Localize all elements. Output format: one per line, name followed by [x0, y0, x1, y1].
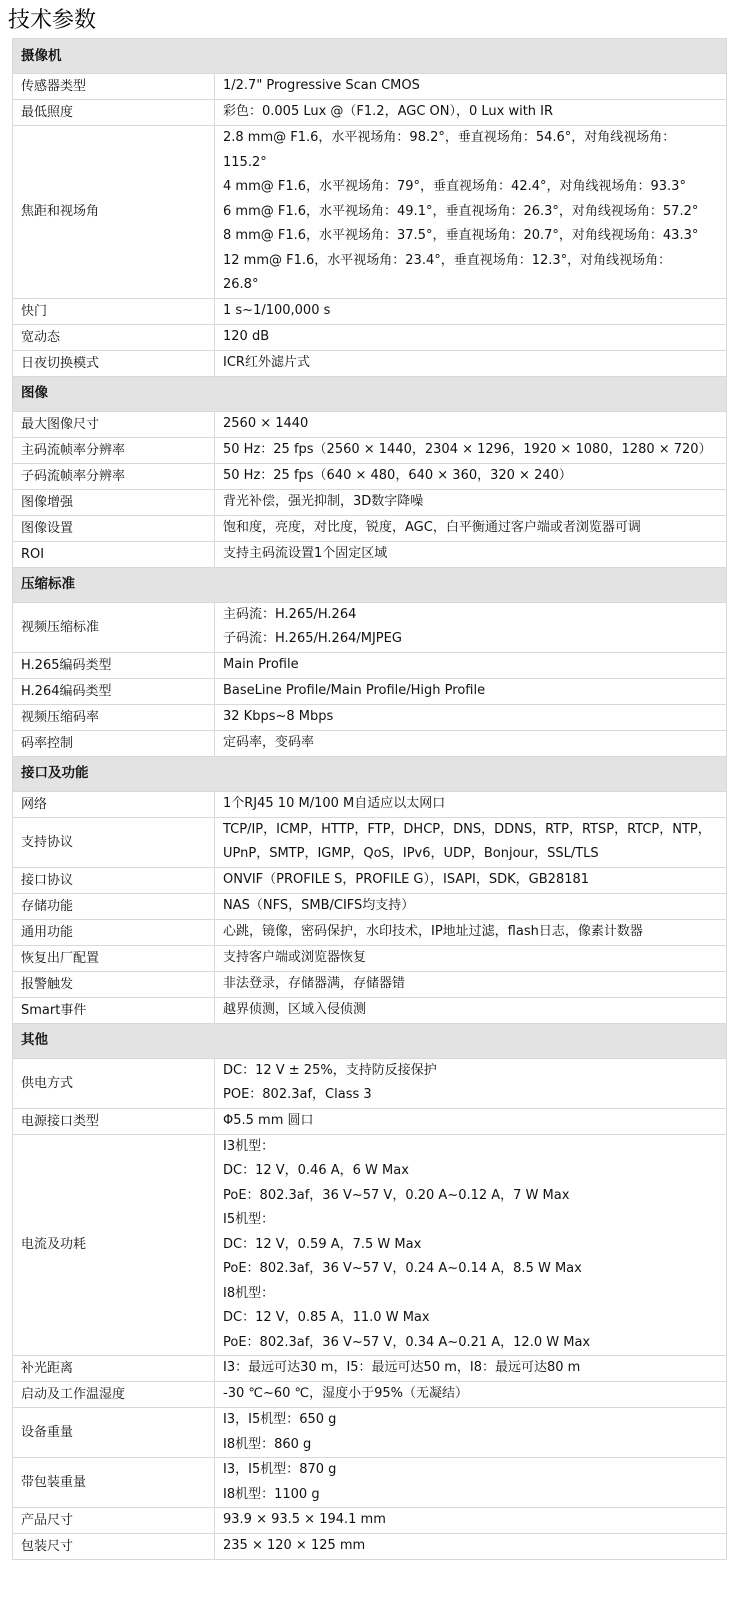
spec-row [13, 1058, 727, 1108]
spec-row [13, 1508, 727, 1534]
spec-value-line: NAS（NFS，SMB/CIFS均支持） [223, 897, 415, 913]
spec-row [13, 350, 727, 376]
section-title: 接口及功能 [13, 756, 727, 791]
spec-label: 支持协议 [13, 817, 215, 867]
spec-value [215, 1382, 727, 1408]
spec-value-line: 6 mm@ F1.6，水平视场角：49.1°，垂直视场角：26.3°，对角线视场角：57.2° [223, 203, 699, 219]
spec-label: 最大图像尺寸 [13, 411, 215, 437]
spec-value-line: 4 mm@ F1.6，水平视场角：79°，垂直视场角：42.4°，对角线视场角：93.3° [223, 179, 686, 194]
spec-value [215, 541, 727, 567]
spec-label: 视频压缩标准 [13, 602, 215, 652]
spec-value [215, 704, 727, 730]
spec-value [215, 945, 727, 971]
spec-value [215, 298, 727, 324]
spec-label: 恢复出厂配置 [13, 945, 215, 971]
spec-value [215, 1058, 727, 1108]
section-header-row [13, 567, 727, 602]
spec-value-line: 12 mm@ F1.6，水平视场角：23.4°，垂直视场角：12.3°，对角线视场角： [223, 252, 672, 268]
spec-value [215, 997, 727, 1023]
spec-value [215, 126, 727, 299]
spec-value-line: I8机型：1100 g [223, 1486, 320, 1502]
spec-label: 最低照度 [13, 100, 215, 126]
spec-row [13, 411, 727, 437]
spec-row [13, 704, 727, 730]
spec-label: 子码流帧率分辨率 [13, 463, 215, 489]
spec-value-line: PoE：802.3af，36 V~57 V，0.34 A~0.21 A，12.0 W Max [223, 1334, 591, 1350]
spec-label: 快门 [13, 298, 215, 324]
spec-label: 网络 [13, 791, 215, 817]
spec-table-body [13, 39, 727, 1560]
spec-value-line: 8 mm@ F1.6，水平视场角：37.5°，垂直视场角：20.7°，对角线视场角：43.3° [223, 228, 699, 243]
spec-label: 图像增强 [13, 489, 215, 515]
spec-label: 电流及功耗 [13, 1134, 215, 1356]
section-title: 摄像机 [13, 39, 727, 74]
spec-value-line: Main Profile [223, 656, 299, 672]
spec-value-line: 26.8° [223, 277, 259, 292]
spec-value-line: DC：12 V，0.46 A，6 W Max [223, 1163, 409, 1178]
spec-value [215, 515, 727, 541]
spec-value [215, 602, 727, 652]
spec-value-line: ONVIF（PROFILE S，PROFILE G），ISAPI，SDK，GB28181 [223, 871, 590, 887]
spec-row [13, 652, 727, 678]
spec-row [13, 817, 727, 867]
spec-value-line: 子码流：H.265/H.264/MJPEG [223, 631, 402, 646]
section-title: 其他 [13, 1023, 727, 1058]
spec-value [215, 1534, 727, 1560]
spec-label: 产品尺寸 [13, 1508, 215, 1534]
spec-value [215, 411, 727, 437]
section-header-row [13, 1023, 727, 1058]
spec-value-line: 2.8 mm@ F1.6，水平视场角：98.2°，垂直视场角：54.6°，对角线视场角： [223, 130, 676, 145]
spec-label: 存储功能 [13, 893, 215, 919]
spec-label: Smart事件 [13, 997, 215, 1023]
spec-label: 包装尺寸 [13, 1534, 215, 1560]
spec-value-line: 32 Kbps~8 Mbps [223, 708, 334, 724]
spec-value [215, 817, 727, 867]
section-title: 图像 [13, 376, 727, 411]
spec-value [215, 730, 727, 756]
spec-label: 报警触发 [13, 971, 215, 997]
spec-value [215, 791, 727, 817]
spec-label: 启动及工作温湿度 [13, 1382, 215, 1408]
spec-value [215, 324, 727, 350]
spec-value-line: BaseLine Profile/Main Profile/High Profile [223, 682, 486, 698]
spec-value [215, 1356, 727, 1382]
spec-value [215, 74, 727, 100]
spec-value [215, 1508, 727, 1534]
spec-value-line: 支持客户端或浏览器恢复 [223, 949, 367, 965]
spec-row [13, 867, 727, 893]
spec-label: 补光距离 [13, 1356, 215, 1382]
spec-value-line: 1个RJ45 10 M/100 M自适应以太网口 [223, 795, 446, 811]
spec-value-line: DC：12 V ± 25%，支持防反接保护 [223, 1062, 437, 1078]
section-header-row [13, 756, 727, 791]
spec-row [13, 324, 727, 350]
spec-label: 接口协议 [13, 867, 215, 893]
spec-value [215, 489, 727, 515]
spec-row [13, 515, 727, 541]
spec-label: 通用功能 [13, 919, 215, 945]
spec-row [13, 791, 727, 817]
spec-row [13, 602, 727, 652]
spec-value-line: Φ5.5 mm 圆口 [223, 1112, 314, 1128]
spec-value-line: 定码率，变码率 [223, 734, 315, 750]
spec-value-line: I3机型： [223, 1138, 275, 1154]
spec-value-line: I3，I5机型：870 g [223, 1462, 337, 1477]
spec-label: 码率控制 [13, 730, 215, 756]
section-header-row [13, 39, 727, 74]
spec-value-line: TCP/IP，ICMP，HTTP，FTP，DHCP，DNS，DDNS，RTP，RTSP，RTCP，NTP， [223, 821, 711, 837]
spec-row [13, 541, 727, 567]
spec-row [13, 463, 727, 489]
spec-row [13, 489, 727, 515]
spec-table [12, 38, 727, 1560]
spec-label: 带包装重量 [13, 1458, 215, 1508]
spec-value-line: I3：最远可达30 m，I5：最远可达50 m，I8：最远可达80 m [223, 1360, 581, 1376]
spec-label: 图像设置 [13, 515, 215, 541]
spec-value [215, 1408, 727, 1458]
spec-value-line: -30 ℃~60 ℃，湿度小于95%（无凝结） [223, 1386, 469, 1402]
spec-row [13, 997, 727, 1023]
spec-label: 焦距和视场角 [13, 126, 215, 299]
spec-value-line: I5机型： [223, 1212, 275, 1227]
spec-row [13, 437, 727, 463]
spec-value-line: POE：802.3af，Class 3 [223, 1087, 372, 1102]
spec-value-line: 饱和度，亮度，对比度，锐度，AGC，白平衡通过客户端或者浏览器可调 [223, 519, 641, 535]
spec-value-line: I8机型：860 g [223, 1436, 312, 1452]
spec-row [13, 1382, 727, 1408]
spec-value-line: I3，I5机型：650 g [223, 1412, 337, 1427]
spec-value-line: 心跳，镜像，密码保护，水印技术，IP地址过滤，flash日志，像素计数器 [223, 923, 643, 939]
spec-label: 视频压缩码率 [13, 704, 215, 730]
spec-row [13, 1408, 727, 1458]
spec-value-line: 120 dB [223, 328, 270, 344]
spec-value-line: 115.2° [223, 154, 267, 170]
spec-value-line: UPnP，SMTP，IGMP，QoS，IPv6，UDP，Bonjour，SSL/TLS [223, 846, 599, 861]
spec-label: H.264编码类型 [13, 678, 215, 704]
spec-value-line: 彩色：0.005 Lux @（F1.2，AGC ON），0 Lux with IR [223, 104, 554, 120]
spec-value-line: 主码流：H.265/H.264 [223, 606, 357, 622]
spec-row [13, 100, 727, 126]
spec-label: 宽动态 [13, 324, 215, 350]
spec-label: 供电方式 [13, 1058, 215, 1108]
spec-value-line: 越界侦测，区域入侵侦测 [223, 1001, 367, 1017]
spec-value-line: DC：12 V，0.59 A，7.5 W Max [223, 1236, 422, 1252]
spec-value [215, 1458, 727, 1508]
spec-value [215, 652, 727, 678]
spec-row [13, 971, 727, 997]
section-title: 压缩标准 [13, 567, 727, 602]
spec-value [215, 100, 727, 126]
spec-value-line: 2560 × 1440 [223, 415, 309, 431]
spec-value-line: 50 Hz：25 fps（640 × 480，640 × 360，320 × 240） [223, 467, 572, 483]
spec-value-line: 93.9 × 93.5 × 194.1 mm [223, 1512, 386, 1528]
spec-value-line: ICR红外滤片式 [223, 354, 310, 370]
spec-label: 主码流帧率分辨率 [13, 437, 215, 463]
spec-label: ROI [13, 541, 215, 567]
page-title: 技术参数 [8, 8, 97, 33]
spec-label: 日夜切换模式 [13, 350, 215, 376]
section-header-row [13, 376, 727, 411]
spec-value-line: 非法登录，存储器满，存储器错 [223, 975, 406, 991]
spec-value-line: 1/2.7" Progressive Scan CMOS [223, 78, 420, 94]
spec-row [13, 893, 727, 919]
spec-row [13, 74, 727, 100]
spec-value-line: 50 Hz：25 fps（2560 × 1440，2304 × 1296，1920 × 1080，1280 × 720） [223, 441, 712, 457]
spec-row [13, 678, 727, 704]
spec-row [13, 1356, 727, 1382]
spec-value [215, 867, 727, 893]
spec-value [215, 971, 727, 997]
spec-value-line: 背光补偿，强光抑制，3D数字降噪 [223, 493, 424, 509]
spec-label: H.265编码类型 [13, 652, 215, 678]
spec-row [13, 126, 727, 299]
spec-value-line: DC：12 V，0.85 A，11.0 W Max [223, 1310, 430, 1325]
spec-row [13, 730, 727, 756]
spec-row [13, 1458, 727, 1508]
spec-value [215, 350, 727, 376]
spec-value-line: PoE：802.3af，36 V~57 V，0.20 A~0.12 A，7 W Max [223, 1187, 570, 1203]
spec-label: 传感器类型 [13, 74, 215, 100]
spec-value-line: PoE：802.3af，36 V~57 V，0.24 A~0.14 A，8.5 W Max [223, 1261, 582, 1276]
spec-row [13, 1108, 727, 1134]
spec-value [215, 893, 727, 919]
spec-value [215, 1134, 727, 1356]
spec-value-line: 235 × 120 × 125 mm [223, 1538, 366, 1554]
spec-row [13, 945, 727, 971]
spec-value-line: I8机型： [223, 1285, 275, 1301]
spec-value-line: 1 s~1/100,000 s [223, 302, 331, 318]
spec-label: 设备重量 [13, 1408, 215, 1458]
spec-value [215, 919, 727, 945]
spec-value [215, 1108, 727, 1134]
spec-label: 电源接口类型 [13, 1108, 215, 1134]
spec-value [215, 463, 727, 489]
spec-row [13, 298, 727, 324]
spec-row [13, 1134, 727, 1356]
spec-row [13, 919, 727, 945]
spec-row [13, 1534, 727, 1560]
spec-value [215, 437, 727, 463]
spec-value [215, 678, 727, 704]
spec-value-line: 支持主码流设置1个固定区域 [223, 545, 388, 561]
